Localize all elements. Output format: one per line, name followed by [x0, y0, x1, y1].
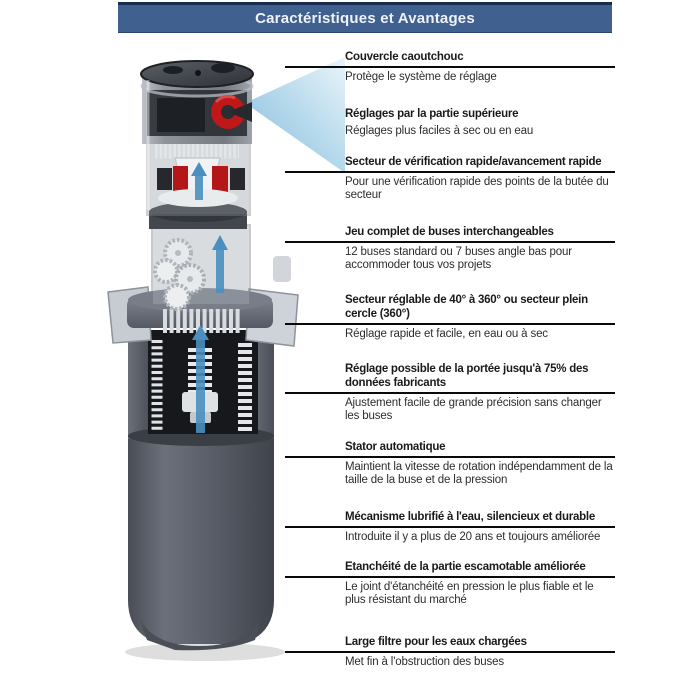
feature-description: Réglages plus faciles à sec ou en eau	[345, 125, 534, 137]
feature-title: Réglages par la partie supérieure	[345, 108, 519, 120]
feature-title: Mécanisme lubrifié à l'eau, silencieux et durable	[345, 511, 595, 523]
feature-underline	[285, 526, 615, 528]
feature-item	[285, 635, 615, 669]
feature-title: Stator automatique	[345, 441, 446, 453]
feature-description: Pour une vérification rapide des points de la butée du secteur	[345, 176, 609, 201]
feature-item	[285, 107, 615, 138]
page-title: Caractéristiques et Avantages	[255, 10, 475, 27]
feature-description: Met fin à l'obstruction des buses	[345, 656, 504, 668]
feature-title: Réglage possible de la portée jusqu'à 75% des données fabricants	[345, 363, 589, 389]
feature-underline	[285, 456, 615, 458]
feature-title: Secteur de vérification rapide/avancement rapide	[345, 156, 602, 168]
feature-item	[285, 510, 615, 544]
feature-title: Secteur réglable de 40° à 360° ou secteur plein cercle (360°)	[345, 294, 588, 320]
feature-description: 12 buses standard ou 7 buses angle bas pour accommoder tous vos projets	[345, 246, 572, 271]
feature-underline	[285, 66, 615, 68]
feature-description: Protège le système de réglage	[345, 71, 497, 83]
feature-title: Etanchéité de la partie escamotable améliorée	[345, 561, 586, 573]
feature-description: Maintient la vitesse de rotation indépendamment de la taille de la buse et de la pression	[345, 461, 613, 486]
feature-title: Couvercle caoutchouc	[345, 51, 464, 63]
feature-underline	[285, 171, 615, 173]
feature-underline	[285, 323, 615, 325]
feature-item	[285, 362, 615, 423]
feature-item	[285, 225, 615, 272]
feature-item	[285, 560, 615, 607]
feature-underline	[285, 392, 615, 394]
feature-item	[285, 50, 615, 84]
feature-underline	[285, 241, 615, 243]
feature-underline	[285, 576, 615, 578]
feature-description: Introduite il y a plus de 20 ans et toujours améliorée	[345, 531, 601, 543]
feature-description: Le joint d'étanchéité en pression le plus fiable et le plus résistant du marché	[345, 581, 594, 606]
feature-description: Ajustement facile de grande précision sans changer les buses	[345, 397, 602, 422]
feature-item	[285, 293, 615, 341]
feature-underline	[285, 651, 615, 653]
feature-item	[285, 440, 615, 487]
feature-description: Réglage rapide et facile, en eau ou à sec	[345, 328, 548, 340]
feature-item	[285, 155, 615, 202]
feature-title: Jeu complet de buses interchangeables	[345, 226, 554, 238]
feature-title: Large filtre pour les eaux chargées	[345, 636, 527, 648]
